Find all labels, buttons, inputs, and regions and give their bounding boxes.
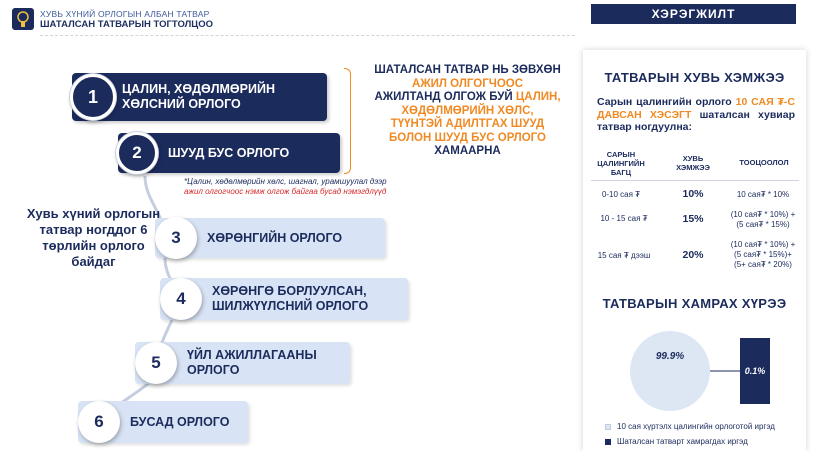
- footnote: *Цалин, хөдөлмөрийн хөлс, шагнал, урамшуулал дээр ажил олгогчоос нэмж олгож байгаа бусад нэмэгдлүүд: [184, 177, 387, 196]
- coverage-pie: [630, 326, 770, 416]
- row1-band: 0-10 сая ₮: [601, 190, 641, 199]
- system-name: ШАТАЛСАН ТАТВАРЫН ТОГТОЛЦОО: [40, 19, 213, 30]
- income-label-3: ХӨРӨНГИЙН ОРЛОГО: [207, 230, 343, 245]
- income-label-6: БУСАД ОРЛОГО: [130, 414, 230, 429]
- income-type-3: [155, 218, 385, 258]
- income-type-6: [78, 401, 248, 443]
- table-header-divider: [591, 180, 799, 181]
- implementation-banner: ХЭРЭГЖИЛТ: [591, 4, 796, 24]
- bracket: [344, 68, 351, 174]
- income-types-summary: Хувь хүний орлогын татвар ногддог 6 төрлийн орлого байдаг: [26, 206, 161, 269]
- row3-band: 15 сая ₮ дээш: [597, 251, 651, 260]
- income-type-4: [160, 278, 408, 320]
- rates-description: Сарын цалингийн орлого 10 САЯ ₮-С ДАВСАН ХЭСЭГТ шаталсан хувиар татвар ногдуулна:: [597, 96, 795, 133]
- legend-swatch-majority: [605, 424, 611, 430]
- row2-rate: 15%: [682, 213, 704, 225]
- progressive-tax-explanation: ШАТАЛСАН ТАТВАР НЬ ЗӨВХӨН АЖИЛ ОЛГОГЧООС АЖИЛТАНД ОЛГОЖ БУЙ ЦАЛИН, ХӨДӨЛМӨРИЙН ХӨЛС, ТҮҮНТЭЙ АДИЛТГАХ ШУУД БОЛОН ШУУД БУС ОРЛОГО ХАМААРНА: [374, 64, 561, 157]
- col-header-calc: ТООЦООЛОЛ: [739, 158, 789, 167]
- rates-title: ТАТВАРЫН ХУВЬ ХЭМЖЭЭ: [604, 70, 785, 85]
- pie-label-majority: 99.9%: [655, 351, 685, 362]
- col-header-band: САРЫН ЦАЛИНГИЙН БАГЦ: [597, 150, 645, 177]
- income-number-1: 1: [70, 74, 116, 120]
- income-number-5: 5: [135, 342, 177, 384]
- row1-rate: 10%: [682, 188, 704, 200]
- row3-calc: (10 сая₮ * 10%) + (5 сая₮ * 15%)+ (5+ сая₮ * 20%): [730, 240, 796, 269]
- emblem-logo-icon: [12, 8, 34, 30]
- income-number-3: 3: [155, 217, 197, 259]
- income-label-1: ЦАЛИН, ХӨДӨЛМӨРИЙН ХӨЛСНИЙ ОРЛОГО: [122, 82, 275, 111]
- income-number-4: 4: [160, 278, 202, 320]
- row3-rate: 20%: [682, 249, 704, 261]
- income-number-6: 6: [78, 401, 120, 443]
- income-type-5: [135, 342, 350, 384]
- coverage-title: ТАТВАРЫН ХАМРАХ ХҮРЭЭ: [602, 296, 787, 311]
- col-header-rate: ХУВЬ ХЭМЖЭЭ: [676, 154, 710, 172]
- income-type-2: [118, 133, 340, 173]
- income-number-2: 2: [116, 132, 158, 174]
- pie-label-minority: 0.1%: [744, 366, 766, 376]
- row2-calc: (10 сая₮ * 10%) + (5 сая₮ * 15%): [730, 210, 796, 229]
- header-divider: [40, 35, 575, 36]
- row1-calc: 10 сая₮ * 10%: [736, 190, 790, 199]
- income-label-2: ШУУД БУС ОРЛОГО: [168, 145, 290, 160]
- income-type-1: [72, 73, 327, 121]
- agency-name: ХУВЬ ХҮНИЙ ОРЛОГЫН АЛБАН ТАТВАР: [40, 9, 210, 19]
- pie-slice-majority: [630, 331, 710, 411]
- legend-majority: 10 сая хүртэлх цалингийн орлоготой иргэд: [605, 422, 775, 431]
- income-label-4: ХӨРӨНГӨ БОРЛУУЛСАН, ШИЛЖҮҮЛСНИЙ ОРЛОГО: [212, 284, 369, 313]
- income-label-5: ҮЙЛ АЖИЛЛАГААНЫ ОРЛОГО: [187, 348, 317, 377]
- legend-swatch-minority: [605, 439, 611, 445]
- row2-band: 10 - 15 сая ₮: [600, 214, 648, 223]
- legend-minority: Шаталсан татварт хамрагдах иргэд: [605, 437, 748, 446]
